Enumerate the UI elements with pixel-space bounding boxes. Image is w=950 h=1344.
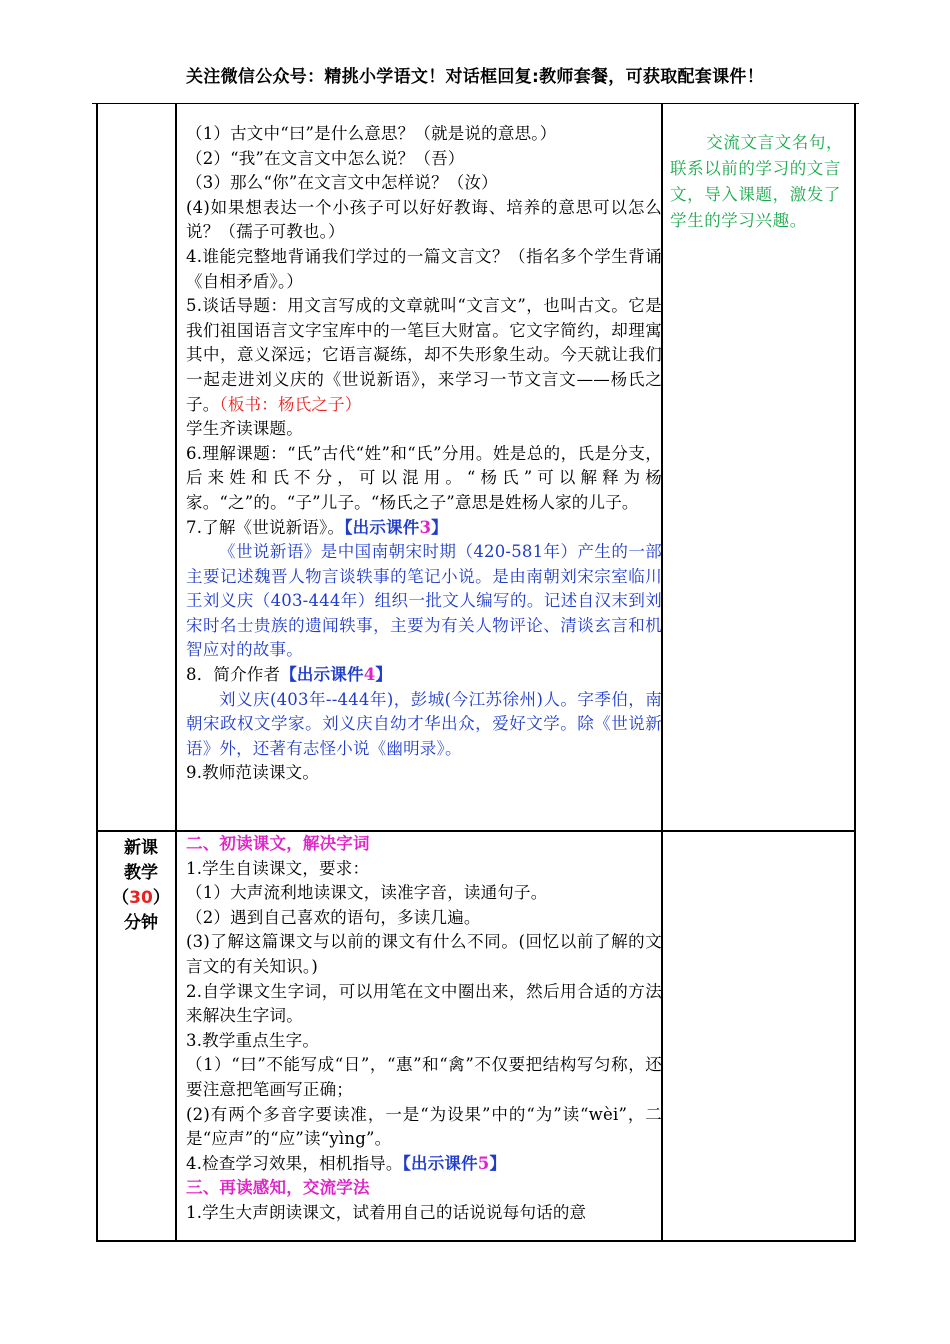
recite-step: 4.谁能完整地背诵我们学过的一篇文言文？（指名多个学生背诵《自相矛盾》。） (186, 246, 662, 291)
table-border-left (96, 103, 98, 1241)
author-intro-step (186, 663, 662, 688)
table-divider-1 (175, 103, 177, 1241)
book-description: 《世说新语》是中国南朝宋时期（420-581年）产生的一部主要记述魏晋人物言谈轶事的笔记小说。是由南朝刘宋宗室临川王刘义庆（403-444年）组织一批文人编写的。记述自汉末到刘宋时名士贵族的遗闻轶事，主要为有关人物评论、清谈玄言和机智应对的故事。 (186, 542, 662, 660)
intro-talk-text: 5.谈话导题：用文言写成的文章就叫“文言文”，也叫古文。它是我们祖国语言文字宝库中的一笔巨大财富。它文字简约，却理寓其中，意义深远；它语言凝练，却不失形象生动。今天就让我们一起走进刘义庆的《世说新语》，来学习一节文言文——杨氏之子。 (186, 296, 662, 414)
design-intent-note: 交流文言文名句，联系以前的学习的文言文，导入课题，激发了学生的学习兴趣。 (670, 133, 844, 230)
model-reading-step: 9.教师范读课文。 (186, 763, 320, 783)
check-step: 4.检查学习效果，相机指导。【出示课件5】 (186, 1153, 507, 1173)
author-intro-text: 8．简介作者 (186, 665, 281, 685)
step-line: （2）遇到自己喜欢的语句，多读几遍。 (186, 907, 481, 927)
header-rule (92, 103, 859, 104)
book-intro-text: 7.了解《世说新语》。 (186, 517, 345, 537)
section-heading: 二、初读课文，解决字词 (186, 834, 370, 853)
courseware-tag: 【出示课件5】 (402, 1153, 507, 1173)
lesson-intro-cell (186, 122, 662, 786)
question-line: （3）那么“你”在文言文中怎样说？（汝） (186, 173, 498, 193)
understand-title-step: 6.理解课题：“氏”古代“姓”和“氏”分用。姓是总的，氏是分支，后来姓和氏不分，可以混用。“杨氏”可以解释为杨家。“之”的。“子”儿子。“杨氏之子”意思是姓杨人家的儿子。 (186, 443, 662, 512)
author-description: 刘义庆(403年--444年)，彭城(今江苏徐州)人。字季伯，南朝宋政权文学家。刘义庆自幼才华出众，爱好文学。除《世说新语》外，还著有志怪小说《幽明录》。 (186, 689, 662, 758)
stage-label: 新课 教学 （30） 分钟 (112, 838, 170, 933)
page-header: 关注微信公众号：精挑小学语文！对话框回复:教师套餐，可获取配套课件！ (186, 67, 764, 87)
step-line: （1）大声流利地读课文，读准字音，读通句子。 (186, 883, 548, 903)
read-title-step: 学生齐读课题。 (186, 419, 303, 439)
table-border-right (854, 103, 856, 1241)
question-line: （1）古文中“曰”是什么意思？（就是说的意思。） (186, 124, 557, 143)
stage-duration: （30） (112, 888, 170, 908)
step-line: 1.学生自读课文，要求： (186, 858, 370, 878)
question-line: （2）“我”在文言文中怎么说？（吾） (186, 148, 465, 168)
table-border-bottom (96, 1240, 856, 1242)
book-intro-step (186, 516, 662, 541)
courseware-tag: 【出示课件3】 (344, 517, 448, 537)
step-line: (2)有两个多音字要读准，一是“为设果”中的“为”读“wèi”，二是“应声”的“应”读“yìng”。 (186, 1104, 662, 1149)
step-line: 3.教学重点生字。 (186, 1030, 320, 1050)
new-lesson-cell (186, 832, 662, 1226)
step-line: 1.学生大声朗读课文，试着用自己的话说说每句话的意 (186, 1202, 587, 1222)
step-line: (3)了解这篇课文与以前的课文有什么不同。(回忆以前了解的文言文的有关知识。) (186, 932, 662, 976)
step-line: （1）“曰”不能写成“日”，“惠”和“禽”不仅要把结构写匀称，还要注意把笔画写正确； (186, 1055, 662, 1099)
section-heading: 三、再读感知，交流学法 (186, 1178, 370, 1198)
question-line: (4)如果想表达一个小孩子可以好好教诲、培养的意思可以怎么说？（孺子可教也。） (186, 197, 662, 242)
step-line: 2.自学课文生字词，可以用笔在文中圈出来，然后用合适的方法来解决生字词。 (186, 981, 662, 1026)
board-note: （板书：杨氏之子） (219, 394, 362, 414)
intro-talk-step (186, 294, 662, 417)
courseware-tag: 【出示课件4】 (280, 665, 393, 685)
